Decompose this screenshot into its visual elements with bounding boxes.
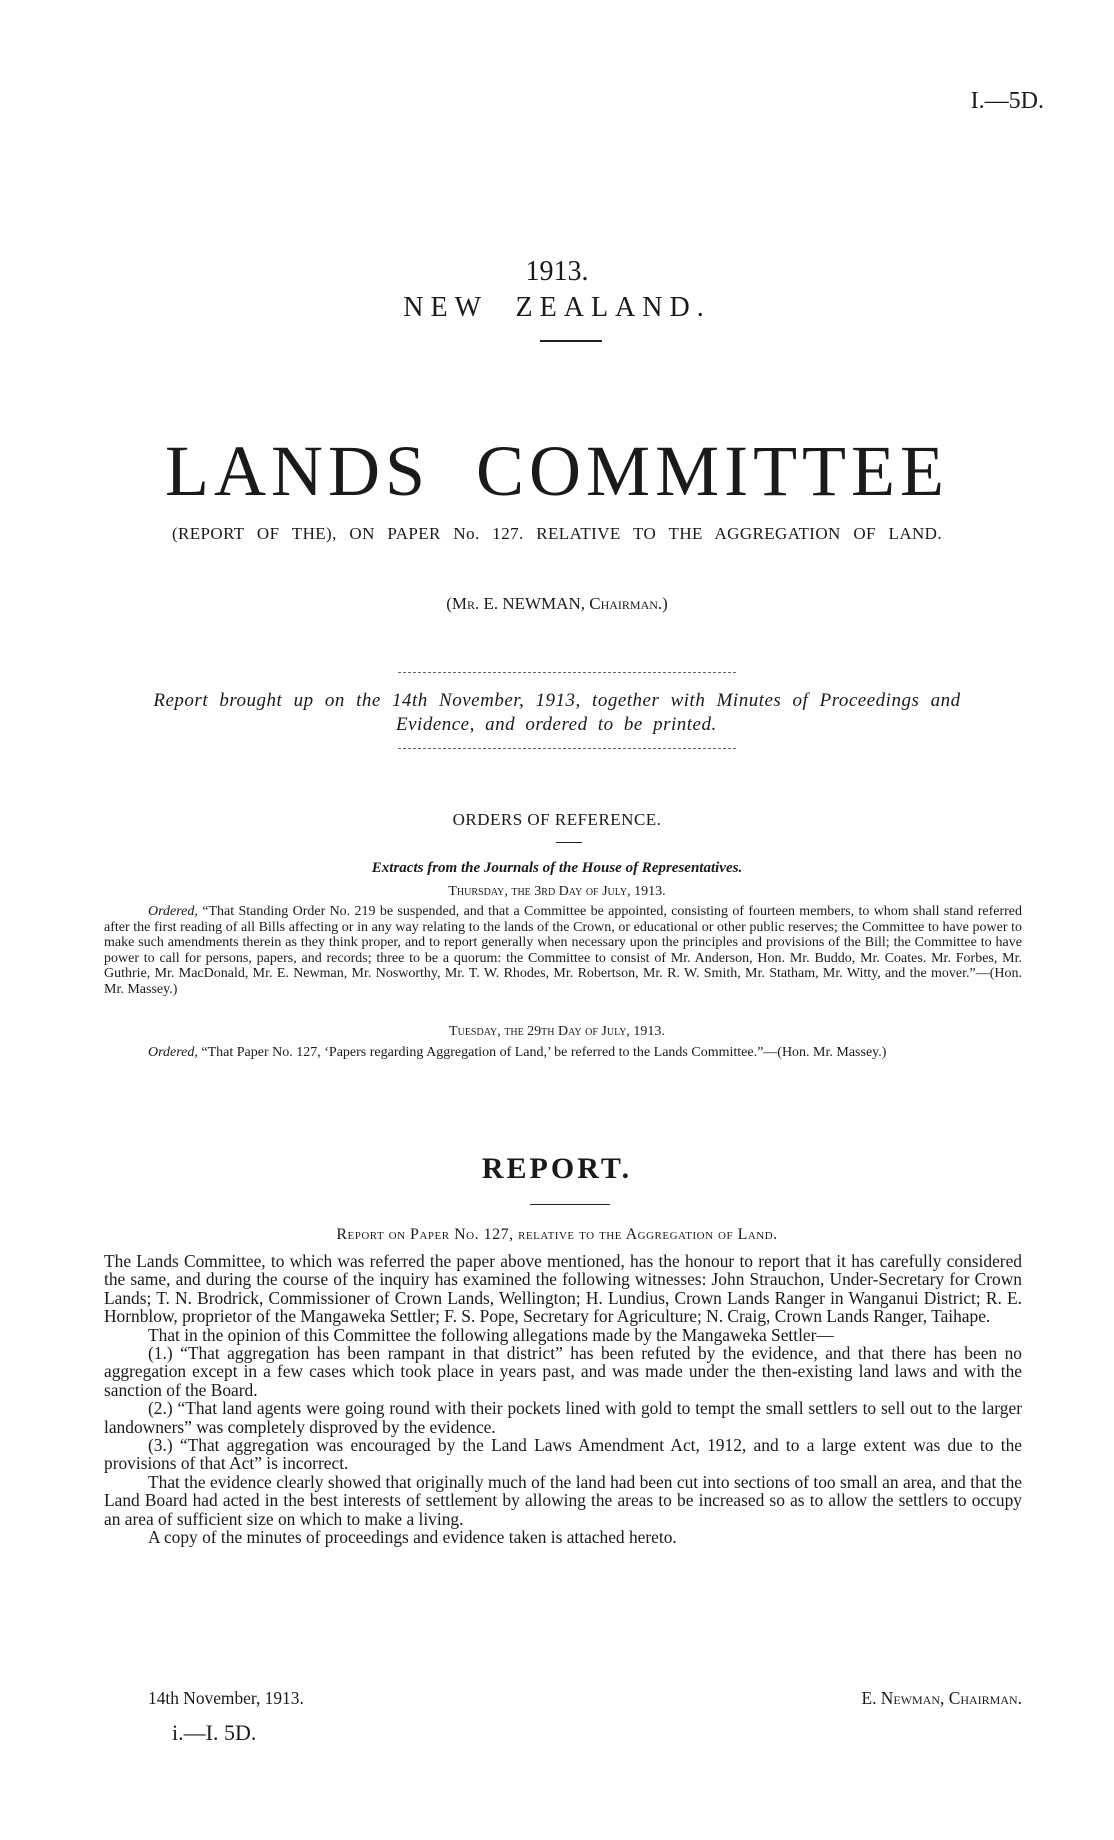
order-1-label: Ordered, [148, 904, 198, 919]
report-subheading: Report on Paper No. 127, relative to the Aggregation of Land. [336, 1226, 778, 1243]
country-heading: NEW ZEALAND. [403, 292, 711, 323]
order-date-1: Thursday, the 3rd Day of July, 1913. [448, 884, 666, 899]
divider [530, 1204, 610, 1205]
divider [556, 842, 582, 843]
report-paragraph-4: (2.) “That land agents were going round with their pockets lined with gold to tempt the small settlers to sell out to the larger landowners” was completely disproved by the evidence. [104, 1398, 1022, 1437]
report-paragraph-2: That in the opinion of this Committee the following allegations made by the Mangaweka Settler— [148, 1324, 834, 1345]
page-title: LANDS COMMITTEE [165, 431, 949, 511]
page-subtitle: (REPORT OF THE), ON PAPER No. 127. RELATIVE TO THE AGGREGATION OF LAND. [171, 524, 943, 543]
report-heading: REPORT. [481, 1152, 633, 1185]
order-2 [104, 1045, 1022, 1061]
extracts-heading: Extracts from the Journals of the House of Representatives. [371, 860, 743, 876]
divider [398, 672, 736, 673]
report-body [104, 1252, 1022, 1547]
report-date: 14th November, 1913. [148, 1688, 304, 1708]
divider [540, 340, 602, 342]
brought-up-line-1: Report brought up on the 14th November, 1913, together with Minutes of Proceedings and [153, 690, 961, 711]
order-1 [104, 904, 1022, 997]
report-paragraph-7: A copy of the minutes of proceedings and evidence taken is attached hereto. [148, 1527, 677, 1548]
order-2-label: Ordered, [148, 1045, 198, 1060]
order-2-text: “That Paper No. 127, ‘Papers regarding Aggregation of Land,’ be referred to the Lands Committee.”—(Hon. Mr. Massey.) [201, 1045, 887, 1060]
report-paragraph-3: (1.) “That aggregation has been rampant in that district” has been refuted by the evidence, and that there has been no aggregation except in a few cases which took place in years past, and was made under the then-existing land laws and with the sanction of the Board. [104, 1343, 1022, 1400]
report-paragraph-5: (3.) “That aggregation was encouraged by the Land Laws Amendment Act, 1912, and to a large extent was due to the provisions of that Act” is incorrect. [104, 1435, 1022, 1474]
footer-reference: i.—I. 5D. [172, 1720, 257, 1745]
brought-up-line-2: Evidence, and ordered to be printed. [396, 714, 717, 735]
order-date-2: Tuesday, the 29th Day of July, 1913. [449, 1024, 665, 1039]
order-1-text: “That Standing Order No. 219 be suspended, and that a Committee be appointed, consisting of fourteen members, to whom shall stand referred after the first reading of all Bills affecting or in any way relating to the lands of the Crown, or educational or other public reserves; the Committee to have power to make such amendments therein as they think proper, and to report generally when necessary upon the principles and provisions of the Bill; the Committee to have power to call for persons, papers, and records; three to be a quorum: the Committee to consist of Mr. Anderson, Hon. Mr. Buddo, Mr. Coates. Mr. Forbes, Mr. Guthrie, Mr. MacDonald, Mr. E. Newman, Mr. Nosworthy, Mr. T. W. Rhodes, Mr. Robertson, Mr. R. W. Smith, Mr. Statham, Mr. Witty, and the mover.”—(Hon. Mr. Massey.) [104, 904, 1022, 997]
chairman-line: (Mr. E. NEWMAN, Chairman.) [446, 594, 668, 613]
divider [398, 748, 736, 749]
document-reference: I.—5D. [970, 88, 1044, 114]
orders-heading: ORDERS OF REFERENCE. [452, 810, 662, 829]
report-signature: E. Newman, Chairman. [861, 1688, 1022, 1708]
document-year: 1913. [525, 256, 589, 287]
report-paragraph-6: That the evidence clearly showed that originally much of the land had been cut into sections of too small an area, and that the Land Board had acted in the best interests of settlement by allowing the areas to be increased so as to allow the settlers to occupy an area of sufficient size on which to make a living. [104, 1471, 1022, 1529]
report-paragraph-1: The Lands Committee, to which was referred the paper above mentioned, has the honour to report that it has carefully considered the same, and during the course of the inquiry has examined the following witnesses: John Strauchon, Under-Secretary for Crown Lands; T. N. Brodrick, Commissioner of Crown Lands, Wellington; H. Lundius, Crown Lands Ranger in Wanganui District; R. E. Hornblow, proprietor of the Mangaweka Settler; F. S. Pope, Secretary for Agriculture; N. Craig, Crown Lands Ranger, Taihape. [104, 1251, 1022, 1327]
